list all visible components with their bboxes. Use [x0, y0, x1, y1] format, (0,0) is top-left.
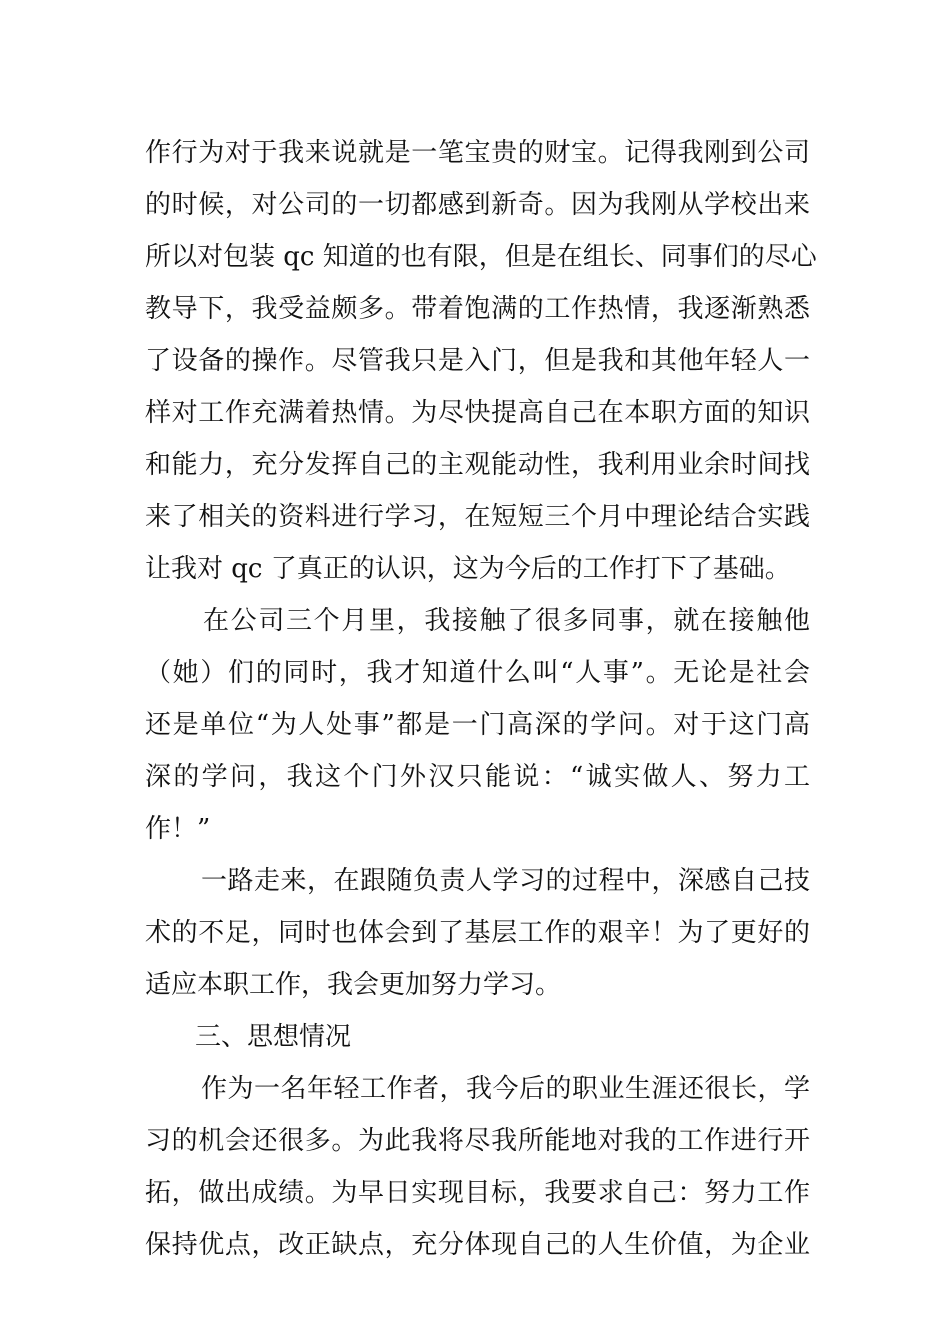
text-line: 的时候，对公司的一切都感到新奇。因为我刚从学校出来	[145, 190, 810, 220]
text-line: 拓，做出成绩。为早日实现目标，我要求自己：努力工作	[145, 1178, 810, 1208]
text-line: 作！”	[145, 814, 211, 844]
text-line: 作行为对于我来说就是一笔宝贵的财宝。记得我刚到公司	[145, 138, 810, 168]
text-line: 适应本职工作，我会更加努力学习。	[145, 970, 562, 1000]
text-line: 术的不足，同时也体会到了基层工作的艰辛！为了更好的	[145, 918, 810, 948]
section-heading: 三、思想情况	[195, 1022, 352, 1052]
text-line: 所以对包装 qc 知道的也有限，但是在组长、同事们的尽心	[145, 242, 817, 272]
text-line: 让我对 qc 了真正的认识，这为今后的工作打下了基础。	[145, 554, 791, 584]
text-line: 了设备的操作。尽管我只是入门，但是我和其他年轻人一	[145, 346, 810, 376]
paragraph-first-line: 在公司三个月里，我接触了很多同事，就在接触他	[203, 606, 810, 636]
text-line: 来了相关的资料进行学习，在短短三个月中理论结合实践	[145, 502, 810, 532]
body-text	[145, 127, 817, 1271]
text-line: 保持优点，改正缺点，充分体现自己的人生价值，为企业	[145, 1230, 810, 1260]
text-line: 教导下，我受益颇多。带着饱满的工作热情，我逐渐熟悉	[145, 294, 810, 324]
text-line: 还是单位“为人处事”都是一门高深的学问。对于这门高	[145, 710, 810, 740]
paragraph-first-line: 作为一名年轻工作者，我今后的职业生涯还很长，学	[201, 1074, 810, 1104]
text-line: （她）们的同时，我才知道什么叫“人事”。无论是社会	[145, 658, 810, 688]
text-line: 深的学问，我这个门外汉只能说：“诚实做人、努力工	[145, 762, 810, 792]
text-line: 习的机会还很多。为此我将尽我所能地对我的工作进行开	[145, 1126, 810, 1156]
text-line: 样对工作充满着热情。为尽快提高自己在本职方面的知识	[145, 398, 810, 428]
paragraph-first-line: 一路走来，在跟随负责人学习的过程中，深感自己技	[201, 866, 810, 896]
text-line: 和能力，充分发挥自己的主观能动性，我利用业余时间找	[145, 450, 810, 480]
